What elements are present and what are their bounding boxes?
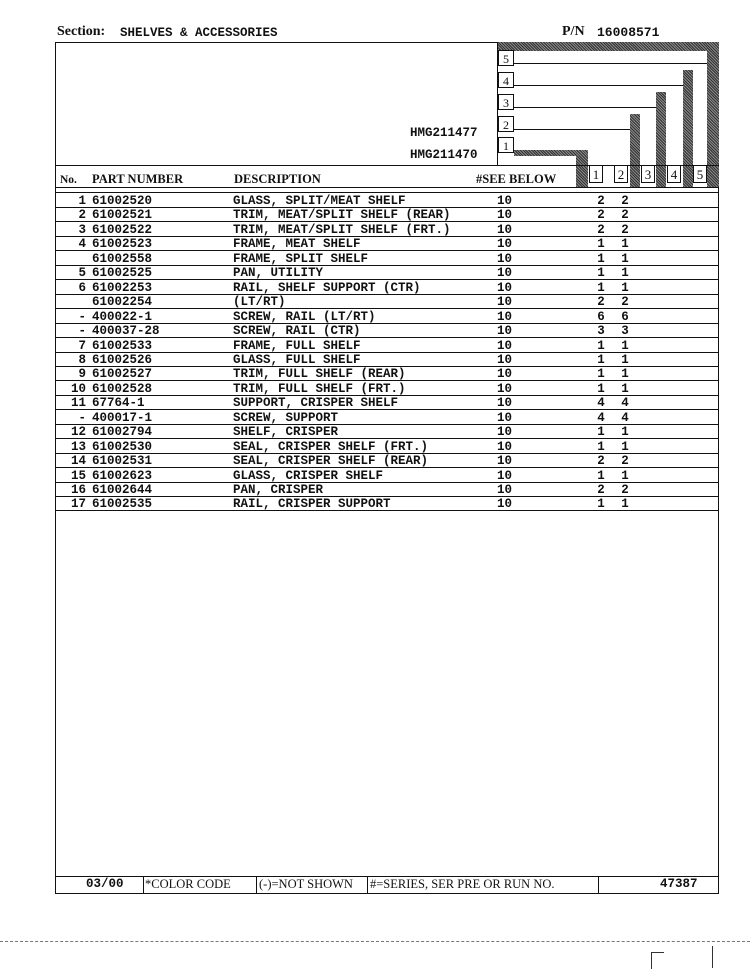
item-number: 14 bbox=[70, 454, 86, 469]
part-description: GLASS, SPLIT/MEAT SHELF bbox=[233, 194, 406, 208]
see-below-code: 10 bbox=[497, 222, 513, 237]
item-number: 15 bbox=[70, 468, 86, 483]
item-number: - bbox=[78, 410, 86, 425]
part-number: 61002525 bbox=[92, 266, 153, 281]
see-below-code: 10 bbox=[497, 295, 513, 310]
pn-value: 16008571 bbox=[597, 25, 660, 40]
item-number: 11 bbox=[70, 396, 86, 411]
qty-series-1: 1 bbox=[597, 381, 605, 396]
col-header-description: DESCRIPTION bbox=[234, 172, 321, 186]
qty-series-2: 1 bbox=[621, 381, 629, 396]
part-description: FRAME, MEAT SHELF bbox=[233, 237, 361, 252]
qty-series-2: 1 bbox=[621, 280, 629, 295]
item-number: 17 bbox=[70, 497, 86, 512]
see-below-code: 10 bbox=[497, 396, 513, 411]
row-rule bbox=[55, 510, 719, 511]
series-column-4: 4 bbox=[667, 165, 681, 183]
series-column-2: 2 bbox=[614, 165, 628, 183]
part-description: GLASS, CRISPER SHELF bbox=[233, 468, 384, 483]
qty-series-1: 6 bbox=[597, 309, 605, 324]
part-number: 61002623 bbox=[92, 468, 153, 483]
series-box-5: 5 bbox=[498, 50, 514, 66]
footer-color-code: *COLOR CODE bbox=[145, 877, 231, 891]
see-below-code: 10 bbox=[497, 381, 513, 396]
qty-series-2: 2 bbox=[621, 454, 629, 469]
bracket-line-5 bbox=[514, 63, 707, 64]
model-number: HMG211477 bbox=[410, 126, 478, 140]
section-label: Section: bbox=[57, 24, 106, 39]
header-rule-2 bbox=[55, 192, 719, 193]
part-description: TRIM, FULL SHELF (FRT.) bbox=[233, 381, 406, 396]
see-below-code: 10 bbox=[497, 439, 513, 454]
qty-series-1: 1 bbox=[597, 439, 605, 454]
col-header-no: No. bbox=[60, 174, 77, 186]
see-below-code: 10 bbox=[497, 425, 513, 440]
qty-series-2: 4 bbox=[621, 410, 629, 425]
qty-series-1: 4 bbox=[597, 410, 605, 425]
qty-series-1: 1 bbox=[597, 468, 605, 483]
item-number: 12 bbox=[70, 425, 86, 440]
part-description: SCREW, SUPPORT bbox=[233, 410, 339, 425]
qty-series-2: 1 bbox=[621, 439, 629, 454]
part-number: 61002644 bbox=[92, 483, 153, 497]
pn-label: P/N bbox=[562, 24, 585, 39]
see-below-code: 10 bbox=[497, 410, 513, 425]
qty-series-2: 1 bbox=[621, 468, 629, 483]
qty-series-2: 1 bbox=[621, 367, 629, 382]
item-number: 13 bbox=[70, 439, 86, 454]
part-number: 61002520 bbox=[92, 194, 153, 208]
header-rule bbox=[55, 187, 719, 188]
qty-series-2: 2 bbox=[621, 194, 629, 208]
qty-series-2: 2 bbox=[621, 208, 629, 223]
part-description: SEAL, CRISPER SHELF (REAR) bbox=[233, 454, 429, 469]
part-description: RAIL, SHELF SUPPORT (CTR) bbox=[233, 280, 421, 295]
qty-series-2: 1 bbox=[621, 497, 629, 512]
part-number: 61002523 bbox=[92, 237, 153, 252]
part-description: RAIL, CRISPER SUPPORT bbox=[233, 497, 391, 512]
part-number: 61002794 bbox=[92, 425, 153, 440]
see-below-code: 10 bbox=[497, 251, 513, 266]
part-description: SHELF, CRISPER bbox=[233, 425, 339, 440]
part-description: FRAME, SPLIT SHELF bbox=[233, 251, 369, 266]
qty-series-2: 6 bbox=[621, 309, 629, 324]
footer-series-legend: #=SERIES, SER PRE OR RUN NO. bbox=[370, 877, 555, 891]
scan-edge-line bbox=[0, 941, 750, 942]
scan-edge-tick bbox=[651, 952, 664, 969]
qty-series-1: 1 bbox=[597, 280, 605, 295]
item-number: 6 bbox=[78, 280, 86, 295]
part-number: 61002527 bbox=[92, 367, 153, 382]
item-number: - bbox=[78, 324, 86, 339]
bracket-line-3 bbox=[514, 107, 656, 108]
part-description: TRIM, FULL SHELF (REAR) bbox=[233, 367, 406, 382]
qty-series-2: 1 bbox=[621, 266, 629, 281]
series-column-1: 1 bbox=[589, 165, 603, 183]
series-box-2: 2 bbox=[498, 116, 514, 132]
qty-series-1: 1 bbox=[597, 425, 605, 440]
part-description: SEAL, CRISPER SHELF (FRT.) bbox=[233, 439, 429, 454]
part-number: 61002531 bbox=[92, 454, 153, 469]
model-number: HMG211470 bbox=[410, 148, 478, 162]
part-number: 400022-1 bbox=[92, 309, 153, 324]
part-description: SUPPORT, CRISPER SHELF bbox=[233, 396, 399, 411]
footer-divider bbox=[256, 876, 257, 893]
col-header-see-below: #SEE BELOW bbox=[476, 172, 557, 186]
see-below-code: 10 bbox=[497, 266, 513, 281]
series-column-5: 5 bbox=[693, 165, 707, 183]
see-below-code: 10 bbox=[497, 352, 513, 367]
series-header-band bbox=[498, 42, 719, 51]
bracket-line-2 bbox=[514, 129, 630, 130]
part-number: 61002253 bbox=[92, 280, 153, 295]
qty-series-1: 1 bbox=[597, 352, 605, 367]
part-description: (LT/RT) bbox=[233, 295, 286, 310]
series-stripe-3 bbox=[656, 92, 666, 187]
bracket-line-4 bbox=[514, 85, 683, 86]
part-number: 400017-1 bbox=[92, 410, 153, 425]
qty-series-1: 1 bbox=[597, 367, 605, 382]
item-number: 9 bbox=[78, 367, 86, 382]
qty-series-1: 3 bbox=[597, 324, 605, 339]
qty-series-2: 3 bbox=[621, 324, 629, 339]
item-number: 7 bbox=[78, 338, 86, 353]
part-number: 61002558 bbox=[92, 251, 153, 266]
part-number: 400037-28 bbox=[92, 324, 160, 339]
see-below-code: 10 bbox=[497, 483, 513, 497]
qty-series-2: 2 bbox=[621, 295, 629, 310]
qty-series-1: 1 bbox=[597, 338, 605, 353]
qty-series-1: 4 bbox=[597, 396, 605, 411]
series-box-1: 1 bbox=[498, 137, 514, 153]
section-title: SHELVES & ACCESSORIES bbox=[120, 26, 278, 40]
qty-series-1: 2 bbox=[597, 454, 605, 469]
qty-series-1: 2 bbox=[597, 483, 605, 497]
series-box-3: 3 bbox=[498, 94, 514, 110]
qty-series-2: 4 bbox=[621, 396, 629, 411]
see-below-code: 10 bbox=[497, 338, 513, 353]
see-below-code: 10 bbox=[497, 468, 513, 483]
part-number: 61002533 bbox=[92, 338, 153, 353]
see-below-code: 10 bbox=[497, 367, 513, 382]
qty-series-2: 2 bbox=[621, 483, 629, 497]
part-number: 67764-1 bbox=[92, 396, 145, 411]
see-below-code: 10 bbox=[497, 208, 513, 223]
item-number: 3 bbox=[78, 222, 86, 237]
series-box-4: 4 bbox=[498, 72, 514, 88]
see-below-code: 10 bbox=[497, 454, 513, 469]
qty-series-2: 1 bbox=[621, 352, 629, 367]
series-stripe-2 bbox=[630, 114, 640, 187]
part-number: 61002526 bbox=[92, 352, 153, 367]
part-description: SCREW, RAIL (LT/RT) bbox=[233, 309, 376, 324]
qty-series-2: 1 bbox=[621, 425, 629, 440]
part-number: 61002535 bbox=[92, 497, 153, 512]
header-top-rule bbox=[55, 165, 719, 166]
item-number: 4 bbox=[78, 237, 86, 252]
part-number: 61002530 bbox=[92, 439, 153, 454]
qty-series-2: 1 bbox=[621, 338, 629, 353]
part-description: PAN, CRISPER bbox=[233, 483, 324, 497]
scan-edge-tick bbox=[712, 946, 713, 968]
qty-series-2: 2 bbox=[621, 222, 629, 237]
qty-series-1: 2 bbox=[597, 222, 605, 237]
see-below-code: 10 bbox=[497, 309, 513, 324]
qty-series-1: 2 bbox=[597, 208, 605, 223]
col-header-part-number: PART NUMBER bbox=[92, 172, 184, 186]
series-stripe-4 bbox=[683, 70, 693, 187]
part-number: 61002254 bbox=[92, 295, 153, 310]
see-below-code: 10 bbox=[497, 280, 513, 295]
item-number: 10 bbox=[70, 381, 86, 396]
part-number: 61002521 bbox=[92, 208, 153, 223]
see-below-code: 10 bbox=[497, 497, 513, 512]
item-number: 16 bbox=[70, 483, 86, 497]
footer-divider bbox=[143, 876, 144, 893]
qty-series-1: 1 bbox=[597, 251, 605, 266]
footer-doc-number: 47387 bbox=[660, 877, 698, 891]
see-below-code: 10 bbox=[497, 194, 513, 208]
part-description: TRIM, MEAT/SPLIT SHELF (REAR) bbox=[233, 208, 451, 223]
part-number: 61002528 bbox=[92, 381, 153, 396]
see-below-code: 10 bbox=[497, 324, 513, 339]
qty-series-1: 2 bbox=[597, 295, 605, 310]
part-description: TRIM, MEAT/SPLIT SHELF (FRT.) bbox=[233, 222, 451, 237]
qty-series-1: 1 bbox=[597, 237, 605, 252]
series-stripe-1 bbox=[576, 155, 588, 187]
qty-series-2: 1 bbox=[621, 251, 629, 266]
footer-divider bbox=[367, 876, 368, 893]
part-description: PAN, UTILITY bbox=[233, 266, 324, 281]
qty-series-1: 1 bbox=[597, 266, 605, 281]
qty-series-1: 1 bbox=[597, 497, 605, 512]
qty-series-1: 2 bbox=[597, 194, 605, 208]
series-column-3: 3 bbox=[641, 165, 655, 183]
footer-divider bbox=[598, 876, 599, 893]
footer-not-shown: (-)=NOT SHOWN bbox=[259, 877, 353, 891]
part-description: SCREW, RAIL (CTR) bbox=[233, 324, 361, 339]
item-number: 5 bbox=[78, 266, 86, 281]
qty-series-2: 1 bbox=[621, 237, 629, 252]
item-number: 8 bbox=[78, 352, 86, 367]
item-number: 1 bbox=[78, 194, 86, 208]
part-number: 61002522 bbox=[92, 222, 153, 237]
part-description: GLASS, FULL SHELF bbox=[233, 352, 361, 367]
see-below-code: 10 bbox=[497, 237, 513, 252]
item-number: 2 bbox=[78, 208, 86, 223]
footer-date: 03/00 bbox=[86, 877, 124, 891]
item-number: - bbox=[78, 309, 86, 324]
bracket-band-1 bbox=[514, 150, 588, 156]
part-description: FRAME, FULL SHELF bbox=[233, 338, 361, 353]
